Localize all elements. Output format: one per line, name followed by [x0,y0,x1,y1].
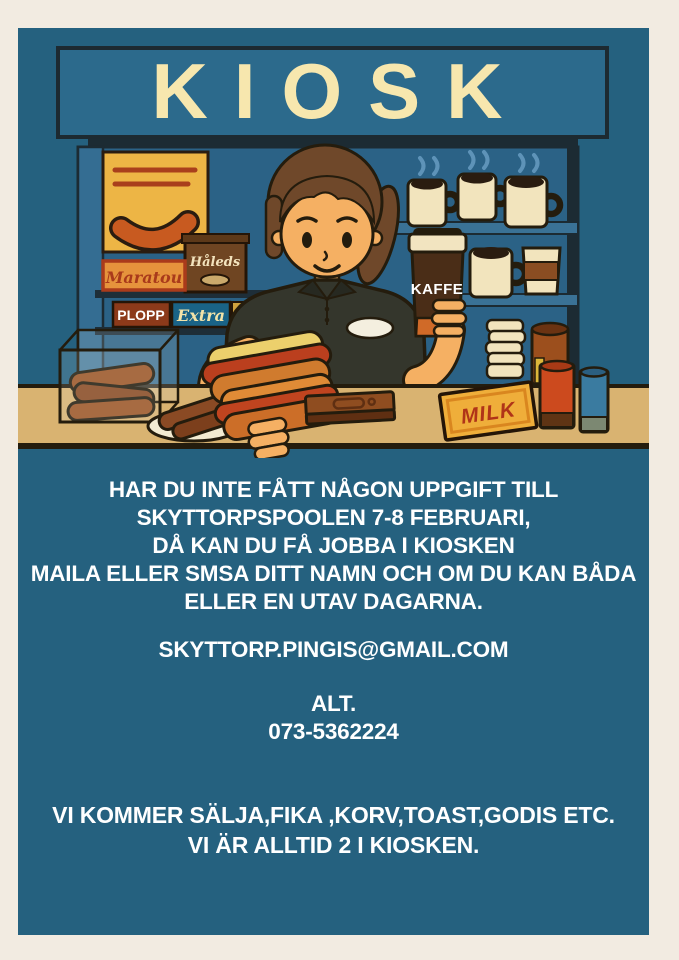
announcement-text [18,476,649,616]
announcement-line: HAR DU INTE FÅTT NÅGON UPPGIFT TILL [108,477,559,502]
banner-title: KIOSK [151,47,529,135]
kiosk-banner [58,47,607,137]
stacked-cups [486,320,525,378]
maratou-box [103,261,185,290]
contact-email: SKYTTORP.PINGIS@GMAIL.COM [158,637,509,662]
haleds-box [182,234,249,292]
blue-can [580,368,608,433]
kaffe-label: KAFFE [410,281,464,298]
footer-text [18,800,649,860]
name-badge [347,318,393,338]
milk-label: MILK [459,398,518,429]
extra-label: Extra [177,306,225,325]
kiosk-poster [18,28,649,935]
alt-label: ALT. [310,691,357,716]
wooden-board [305,392,394,425]
announcement-line: ELLER EN UTAV DAGARNA. [184,589,483,614]
plopp-box [113,302,170,327]
kiosk-illustration [18,28,649,458]
maratou-label: Maratou [105,268,183,287]
contact-alt [18,690,649,746]
plopp-label: PLOPP [117,307,165,323]
reusable-cup [523,248,560,294]
bread-icon [201,275,229,286]
haleds-label: Håleds [189,255,241,270]
contact-phone: 073-5362224 [268,719,399,744]
glass-sausage-box [60,330,178,422]
gripping-fingers [432,300,466,336]
eye [342,232,352,248]
footer-line: VI KOMMER SÄLJA,FIKA ,KORV,TOAST,GODIS ETC. [52,802,615,828]
gripping-fingers [245,417,291,458]
announcement-line: MAILA ELLER SMSA DITT NAMN OCH OM DU KAN BÅDA [30,561,637,586]
eye [302,232,312,248]
announcement-line: SKYTTORPSPOOLEN 7-8 FEBRUARI, [136,505,531,530]
extra-box [172,302,230,327]
red-can [540,361,574,428]
announcement-line: DÅ KAN DU FÅ JOBBA I KIOSKEN [152,533,515,558]
footer-line: VI ÄR ALLTID 2 I KIOSKEN. [187,832,480,858]
